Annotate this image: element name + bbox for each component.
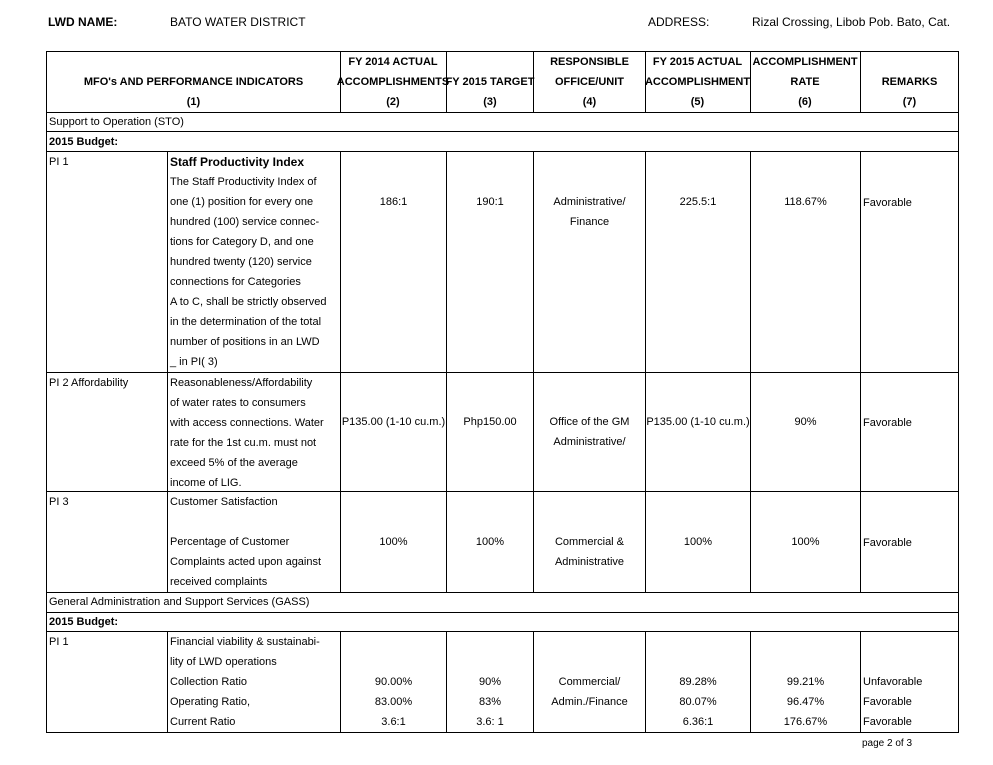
col-header-office: RESPONSIBLE OFFICE/UNIT (4) xyxy=(550,56,629,108)
gass-pi1-fy2014: 90.00% 83.00% 3.6:1 xyxy=(374,676,413,728)
pi3-description: Customer Satisfaction Percentage of Customer Complaints acted upon against received complaints xyxy=(170,496,322,588)
pi1-rate: 118.67% xyxy=(784,196,827,208)
pi2-description: Reasonableness/Affordability of water rates to consumers with access connections. Water rate for the 1st cu.m. must not exceed 5% of the average income of LIG. xyxy=(170,377,324,489)
section-sto: Support to Operation (STO) xyxy=(49,116,184,128)
gass-pi1-office: Commercial/ Admin./Finance xyxy=(551,676,628,708)
pi2-fy2015: P135.00 (1-10 cu.m.) xyxy=(646,416,750,428)
pi2-code: PI 2 Affordability xyxy=(49,377,129,389)
gass-pi1-target: 90% 83% 3.6: 1 xyxy=(476,676,504,728)
pi3-target: 100% xyxy=(475,536,505,548)
section-gass-budget: 2015 Budget: xyxy=(49,616,119,628)
page-number: page 2 of 3 xyxy=(862,738,913,749)
pi3-fy2015: 100% xyxy=(683,536,713,548)
address-label: ADDRESS: xyxy=(648,15,710,29)
col-header-fy2015-target: FY 2015 TARGET (3) xyxy=(445,76,535,108)
address-value: Rizal Crossing, Libob Pob. Bato, Cat. xyxy=(752,15,951,29)
pi2-remarks: Favorable xyxy=(863,417,912,429)
gass-pi1-rate: 99.21% 96.47% 176.67% xyxy=(783,676,828,728)
col-header-remarks: REMARKS (7) xyxy=(881,76,938,108)
pi3-remarks: Favorable xyxy=(863,537,912,549)
pi3-office: Commercial & Administrative xyxy=(554,536,625,568)
gass-pi1-code: PI 1 xyxy=(49,636,69,648)
pi3-code: PI 3 xyxy=(49,496,69,508)
pi3-fy2014: 100% xyxy=(379,536,408,548)
col-header-mfo: MFO's AND PERFORMANCE INDICATORS (1) xyxy=(83,76,304,108)
lwd-name-label: LWD NAME: xyxy=(48,15,118,29)
pi1-fy2014: 186:1 xyxy=(379,196,408,208)
pi2-target: Php150.00 xyxy=(463,416,517,428)
pi1-code: PI 1 xyxy=(49,156,69,168)
col-header-fy2014: FY 2014 ACTUAL ACCOMPLISHMENTS (2) xyxy=(336,56,450,108)
gass-pi1-fy2015: 89.28% 80.07% 6.36:1 xyxy=(679,676,717,728)
section-gass: General Administration and Support Services (GASS) xyxy=(49,596,310,608)
lwd-name-value: BATO WATER DISTRICT xyxy=(170,15,306,29)
pi2-fy2014: P135.00 (1-10 cu.m.) xyxy=(341,416,446,428)
section-sto-budget: 2015 Budget: xyxy=(49,136,119,148)
pi1-fy2015: 225.5:1 xyxy=(679,196,717,208)
pi1-office: Administrative/ Finance xyxy=(553,196,626,228)
col-header-rate: ACCOMPLISHMENT RATE (6) xyxy=(752,56,858,108)
pi3-rate: 100% xyxy=(791,536,820,548)
pi2-office: Office of the GM Administrative/ xyxy=(549,416,630,448)
gass-pi1-remarks: Unfavorable Favorable Favorable xyxy=(863,676,923,728)
gass-pi1-description: Financial viability & sustainabi- lity of LWD operations Collection Ratio Operating Ratio, Current Ratio xyxy=(170,636,320,728)
pi1-target: 190:1 xyxy=(476,196,504,208)
pi1-remarks: Favorable xyxy=(863,197,912,209)
col-header-fy2015-actual: FY 2015 ACTUAL ACCOMPLISHMENT (5) xyxy=(644,56,751,108)
pi2-rate: 90% xyxy=(794,416,817,428)
pi1-description: Staff Productivity Index The Staff Productivity Index of one (1) position for every one hundred (100) service connec- tions for Category D, and one hundred twenty (120) service connections for Categories A to C, shall be strictly observed in the determination of the total number of positions in an LWD _ in PI( 3) xyxy=(170,155,327,368)
